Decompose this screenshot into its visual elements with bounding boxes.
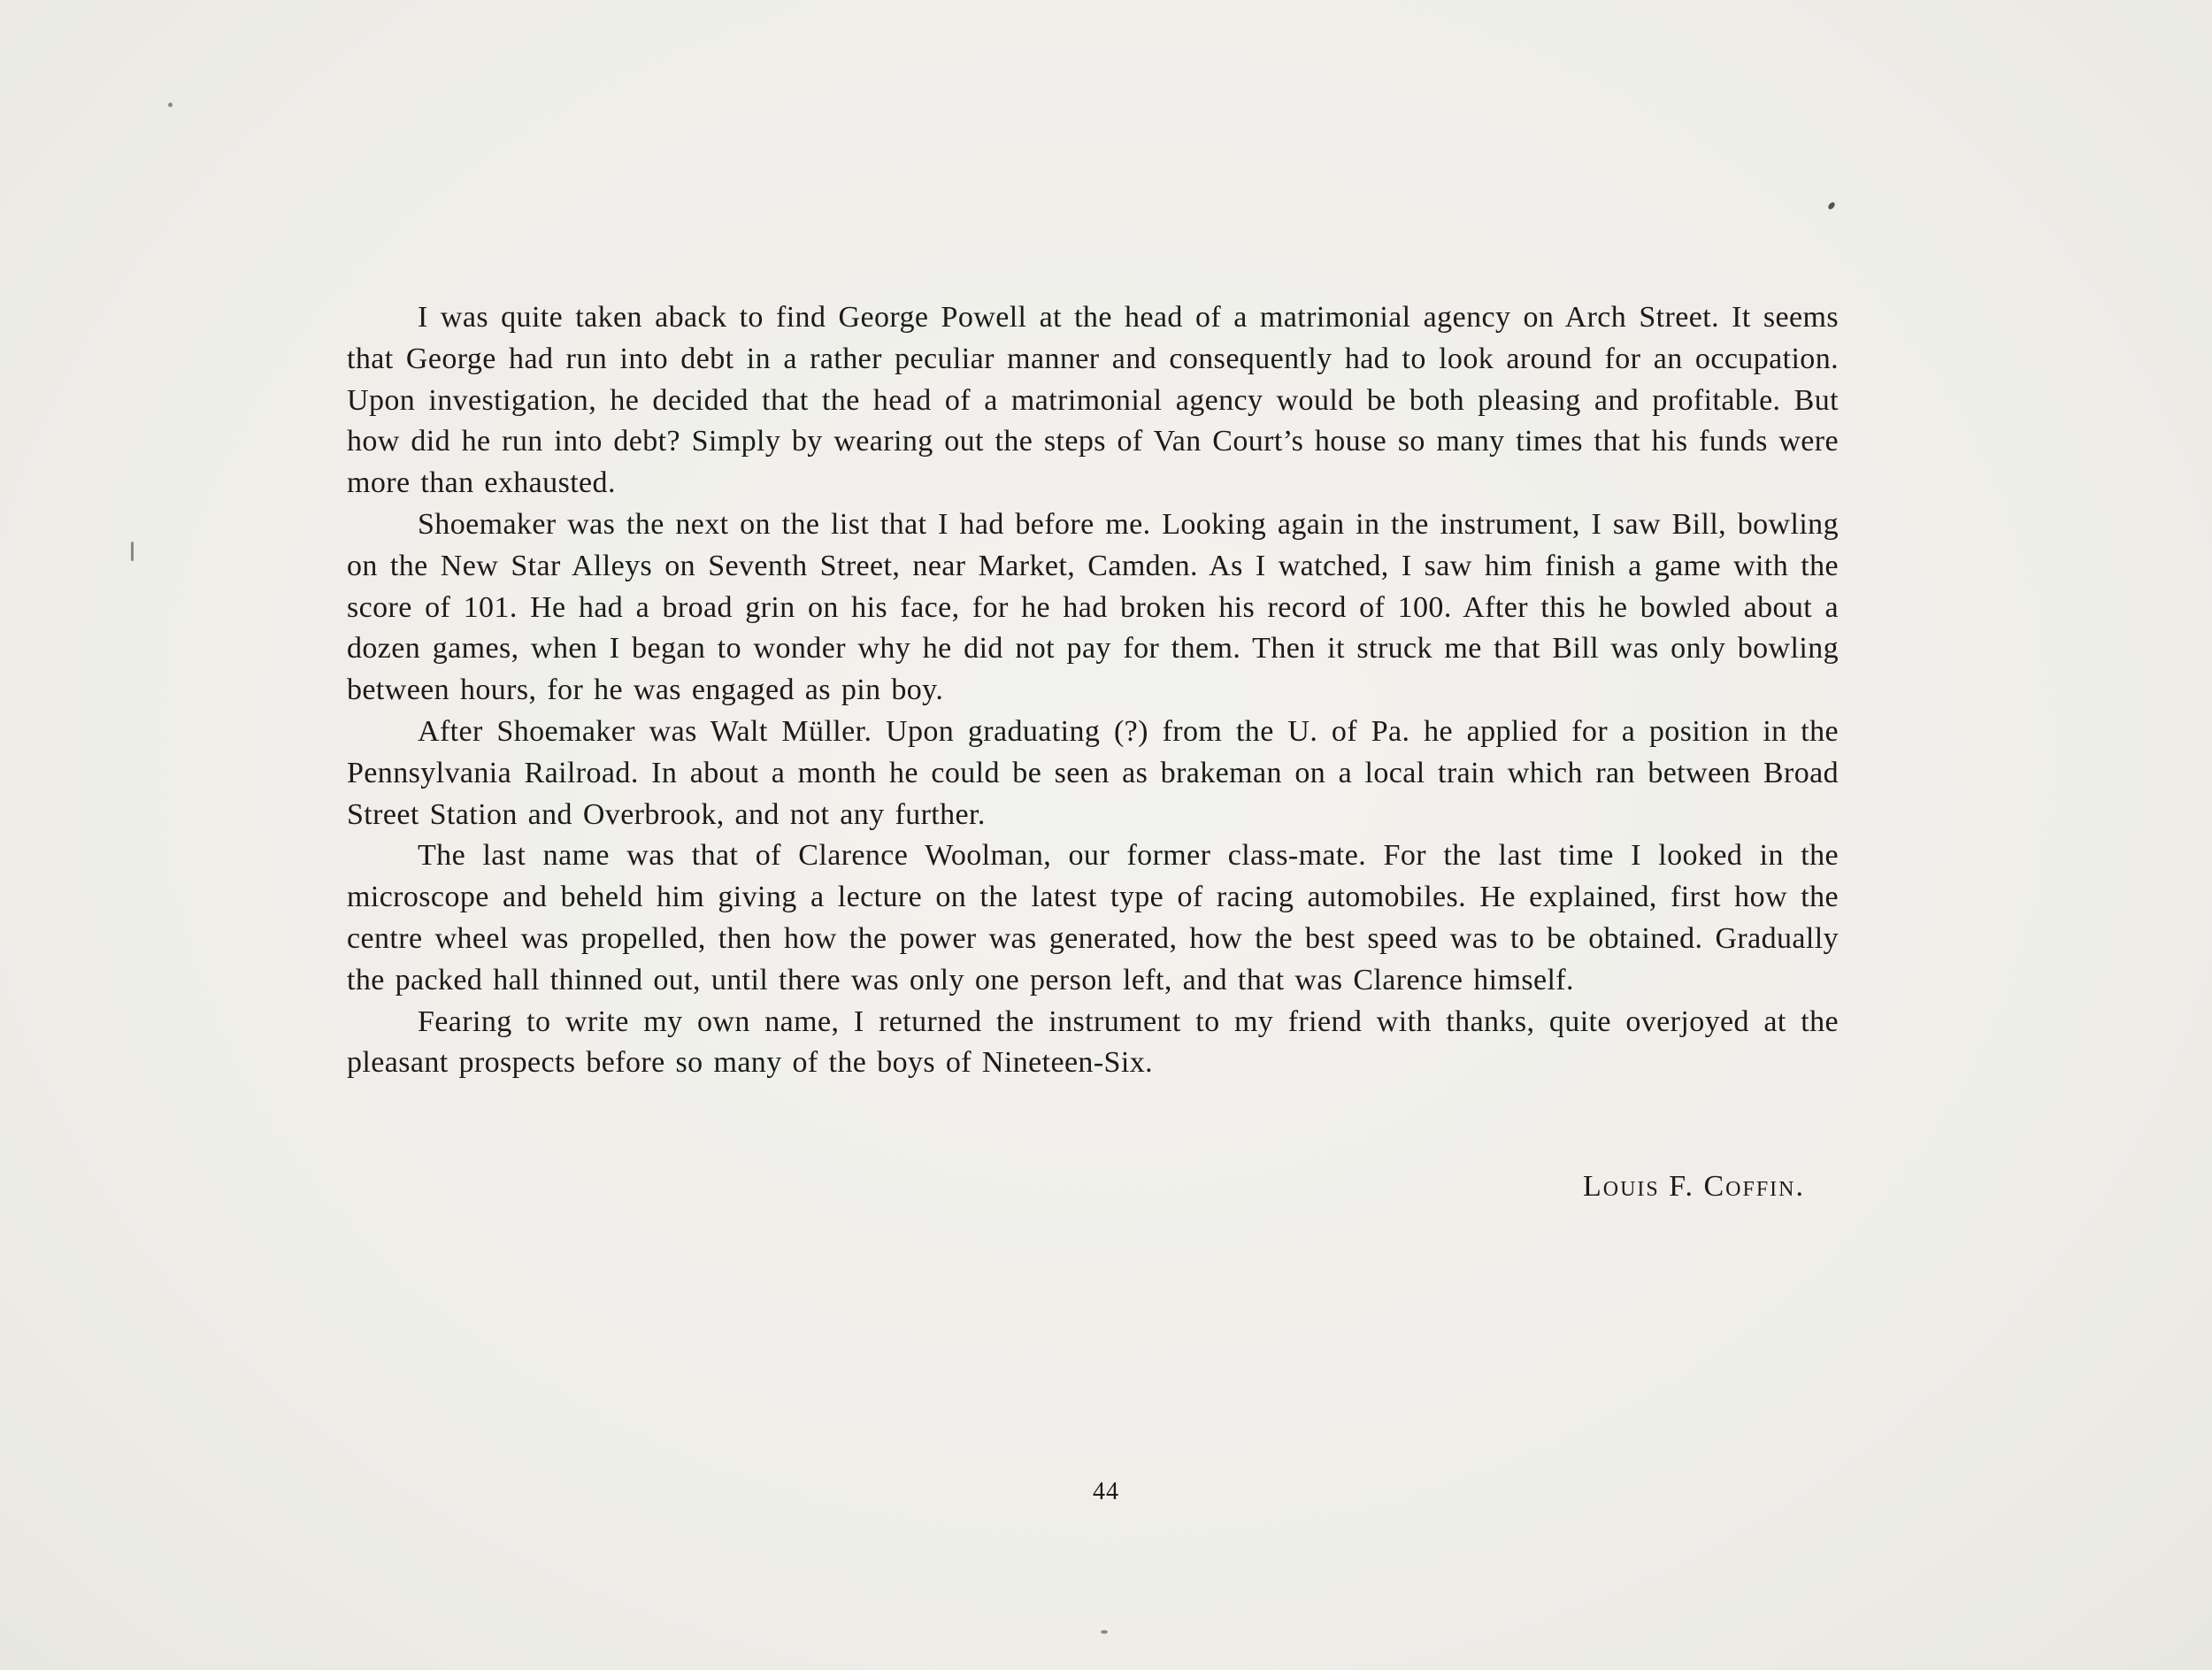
paper-speck (168, 103, 173, 107)
paragraph: Shoemaker was the next on the list that I had before me. Looking again in the instrument, I saw Bill, bowling on the New Star Alleys on Seventh Street, near Market, Camden. As I watched, I saw him finish a game with the score of 101. He had a broad grin on his face, for he had broken his record of 100. After this he bowled about a dozen games, when I began to wonder why he did not pay for them. Then it struck me that Bill was only bowling between hours, for he was engaged as pin boy. (347, 507, 1839, 707)
paragraph: I was quite taken aback to find George Powell at the head of a matrimonial agency on Arch Street. It seems that George had run into debt in a rather peculiar manner and consequently had to look around for an occupation. Upon investigation, he decided that the head of a matrimonial agency would be both pleasing and profitable. But how did he run into debt? Simply by wearing out the steps of Van Court’s house so many times that his funds were more than exhausted. (347, 301, 1839, 500)
article-body (347, 297, 1839, 1084)
page-number: 44 (1093, 1478, 1119, 1505)
paragraph: Fearing to write my own name, I returned the instrument to my friend with thanks, quite overjoyed at the pleasant prospects before so many of the boys of Nineteen-Six. (347, 1004, 1839, 1080)
paper-speck (1101, 1630, 1108, 1634)
author-signature: Louis F. Coffin. (1583, 1170, 1805, 1203)
paper-speck (131, 542, 134, 561)
paragraph: The last name was that of Clarence Woolman, our former class-mate. For the last time I looked in the microscope and beheld him giving a lecture on the latest type of racing automobiles. He explained, first how the centre wheel was propelled, then how the power was generated, how the best speed was to be obtained. Gradually the packed hall thinned out, until there was only one person left, and that was Clarence himself. (347, 839, 1839, 997)
paper-speck (1827, 201, 1836, 211)
paragraph: After Shoemaker was Walt Müller. Upon graduating (?) from the U. of Pa. he applied for a position in the Pennsylvania Railroad. In about a month he could be seen as brakeman on a local train which ran between Broad Street Station and Overbrook, and not any further. (347, 714, 1839, 831)
